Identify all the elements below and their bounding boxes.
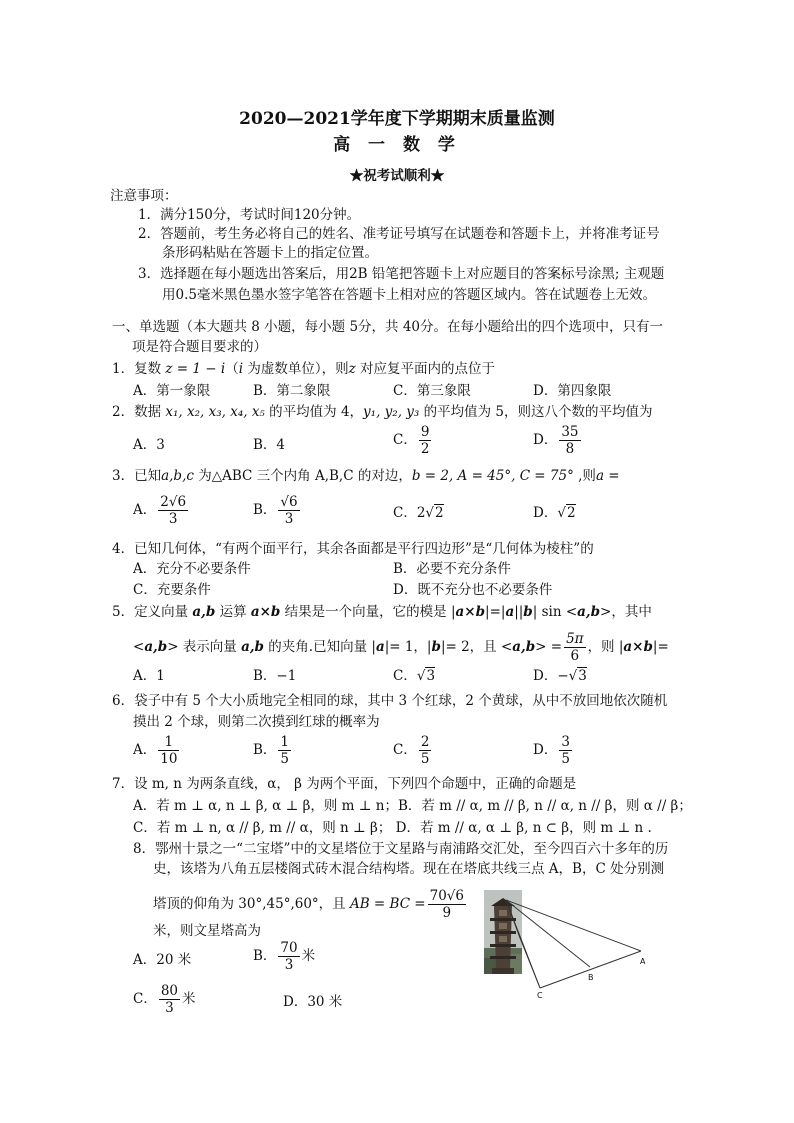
question-7-stem: 7．设 m, n 为两条直线，α， β 为两个平面，下列四个命题中，正确的命题是 <box>112 776 577 792</box>
question-5-option-a: A．1 <box>133 668 165 684</box>
point-label-c: C <box>537 991 543 1000</box>
question-4-option-a: A．充分不必要条件 <box>133 561 251 577</box>
question-1-option-c: C．第三象限 <box>393 383 471 399</box>
question-6-option-b: B． $\frac{1}{5}$ <box>253 734 290 767</box>
point-label-b: B <box>588 973 594 982</box>
question-8-figure <box>480 888 680 1003</box>
section-1-heading: 一、单选题（本大题共 8 小题，每小题 5分，共 40分。在每小题给出的四个选项中，只有一 <box>112 319 664 335</box>
pagoda-image <box>484 890 522 974</box>
question-8-stem-line-2: 史，该塔为八角五层楼阁式砖木混合结构塔。现在在塔底共线三点 A，B，C 处分别测 <box>153 861 665 877</box>
question-1-option-d: D．第四象限 <box>533 383 612 399</box>
question-6-option-c: C． $\frac{2}{5}$ <box>393 734 430 767</box>
question-4-option-c: C．充要条件 <box>133 582 211 598</box>
exam-title: 2020—2021学年度下学期期末质量监测 <box>239 109 555 129</box>
notice-item-1: 1．满分150分，考试时间120分钟。 <box>138 207 361 223</box>
question-4-option-b: B．必要不充分条件 <box>393 561 511 577</box>
question-2-option-a: A．3 <box>133 437 165 453</box>
question-3-option-a: A． $\frac{2√6}{3}$ <box>133 494 187 527</box>
question-2-stem: 2．数据 x₁, x₂, x₃, x₄, x₅ 的平均值为 4，y₁, y₂, y₃ 的平均值为 5，则这八个数的平均值为 <box>112 404 653 420</box>
question-3-option-b: B． $\frac{√6}{3}$ <box>253 494 298 527</box>
question-8-option-d: D．30 米 <box>283 994 343 1010</box>
question-1-option-a: A．第一象限 <box>133 383 211 399</box>
question-8-option-a: A．20 米 <box>133 952 192 968</box>
notice-heading: 注意事项： <box>110 188 178 204</box>
question-8-option-b: B． $\frac{70}{3}$ 米 <box>253 940 316 973</box>
question-1-option-b: B．第二象限 <box>253 383 331 399</box>
exam-subject: 高 一 数 学 <box>333 135 461 155</box>
question-5-option-b: B．−1 <box>253 668 297 684</box>
question-5-option-d: D．−√3 <box>533 668 587 684</box>
point-label-a: A <box>640 957 646 966</box>
question-6-stem-line-1: 6．袋子中有 5 个大小质地完全相同的球，其中 3 个红球，2 个黄球，从中不放回地依次随机 <box>112 693 668 709</box>
question-8-stem-line-4: 米，则文星塔高为 <box>153 923 261 939</box>
question-2-option-d: D． $\frac{35}{8}$ <box>533 424 579 457</box>
question-5-stem-line-2: <a,b> 表示向量 a,b 的夹角.已知向量 |a|= 1，|b|= 2，且 <a,b> = $\frac{5\pi}{6}$ ，则 |a×b|= <box>133 631 669 664</box>
question-3-stem: 3．已知a,b,c 为△ABC 三个内角 A,B,C 的对边，b = 2, A = 45°, C = 75° ,则a = <box>112 468 620 484</box>
notice-item-2: 2．答题前，考生务必将自己的姓名、准考证号填写在试题卷和答题卡上，并将准考证号 <box>138 226 660 242</box>
notice-item-3-cont: 用0.5毫米黑色墨水签字笔答在答题卡上相对应的答题区域内。答在试题卷上无效。 <box>162 287 656 303</box>
question-4-stem: 4．已知几何体，“有两个面平行，其余各面都是平行四边形”是“几何体为棱柱”的 <box>112 541 594 557</box>
question-8-stem-line-3: 塔顶的仰角为 30°,45°,60°，且 AB = BC = $\frac{70√6}{9}$ <box>153 888 464 921</box>
question-8-option-c: C． $\frac{80}{3}$ 米 <box>133 983 196 1016</box>
question-5-option-c: C．√3 <box>393 668 436 684</box>
section-1-heading-cont: 项是符合题目要求的） <box>132 339 267 355</box>
sight-line-a <box>506 900 641 951</box>
question-4-option-d: D．既不充分也不必要条件 <box>393 582 553 598</box>
question-5-stem-line-1: 5．定义向量 a,b 运算 a×b 结果是一个向量，它的模是 |a×b|=|a||b| sin <a,b>，其中 <box>112 604 652 620</box>
foot-line <box>520 938 540 988</box>
question-2-option-c: C． $\frac{9}{2}$ <box>393 424 430 457</box>
base-line <box>540 951 641 988</box>
notice-item-2-cont: 条形码粘贴在答题卡上的指定位置。 <box>162 245 378 261</box>
question-6-option-d: D． $\frac{3}{5}$ <box>533 734 570 767</box>
question-3-option-d: D．√2 <box>533 505 576 521</box>
question-8-stem-line-1: 8．鄂州十景之一“二宝塔”中的文星塔位于文星路与南浦路交汇处，至今四百六十多年的历 <box>133 841 669 857</box>
question-6-stem-line-2: 摸出 2 个球，则第二次摸到红球的概率为 <box>133 714 380 730</box>
question-1-stem: 1．复数 z = 1 − i（i 为虚数单位），则z 对应复平面内的点位于 <box>112 361 495 377</box>
question-7-options-ab: A．若 m ⊥ α, n ⊥ β, α ⊥ β，则 m ⊥ n；B．若 m // α, m // β, n // α, n // β，则 α // β； <box>133 798 692 814</box>
notice-item-3: 3．选择题在每小题选出答案后，用2B 铅笔把答题卡上对应题目的答案标号涂黑; 主观题 <box>138 266 665 282</box>
exam-wish: ★祝考试顺利★ <box>349 168 445 184</box>
question-7-options-cd: C．若 m ⊥ n, α // β, m // α，则 n ⊥ β； D．若 m // α, α ⊥ β, n ⊂ β，则 m ⊥ n . <box>133 820 652 836</box>
question-2-option-b: B．4 <box>253 437 286 453</box>
question-3-option-c: C．2√2 <box>393 505 444 521</box>
question-6-option-a: A． $\frac{1}{10}$ <box>133 734 178 767</box>
